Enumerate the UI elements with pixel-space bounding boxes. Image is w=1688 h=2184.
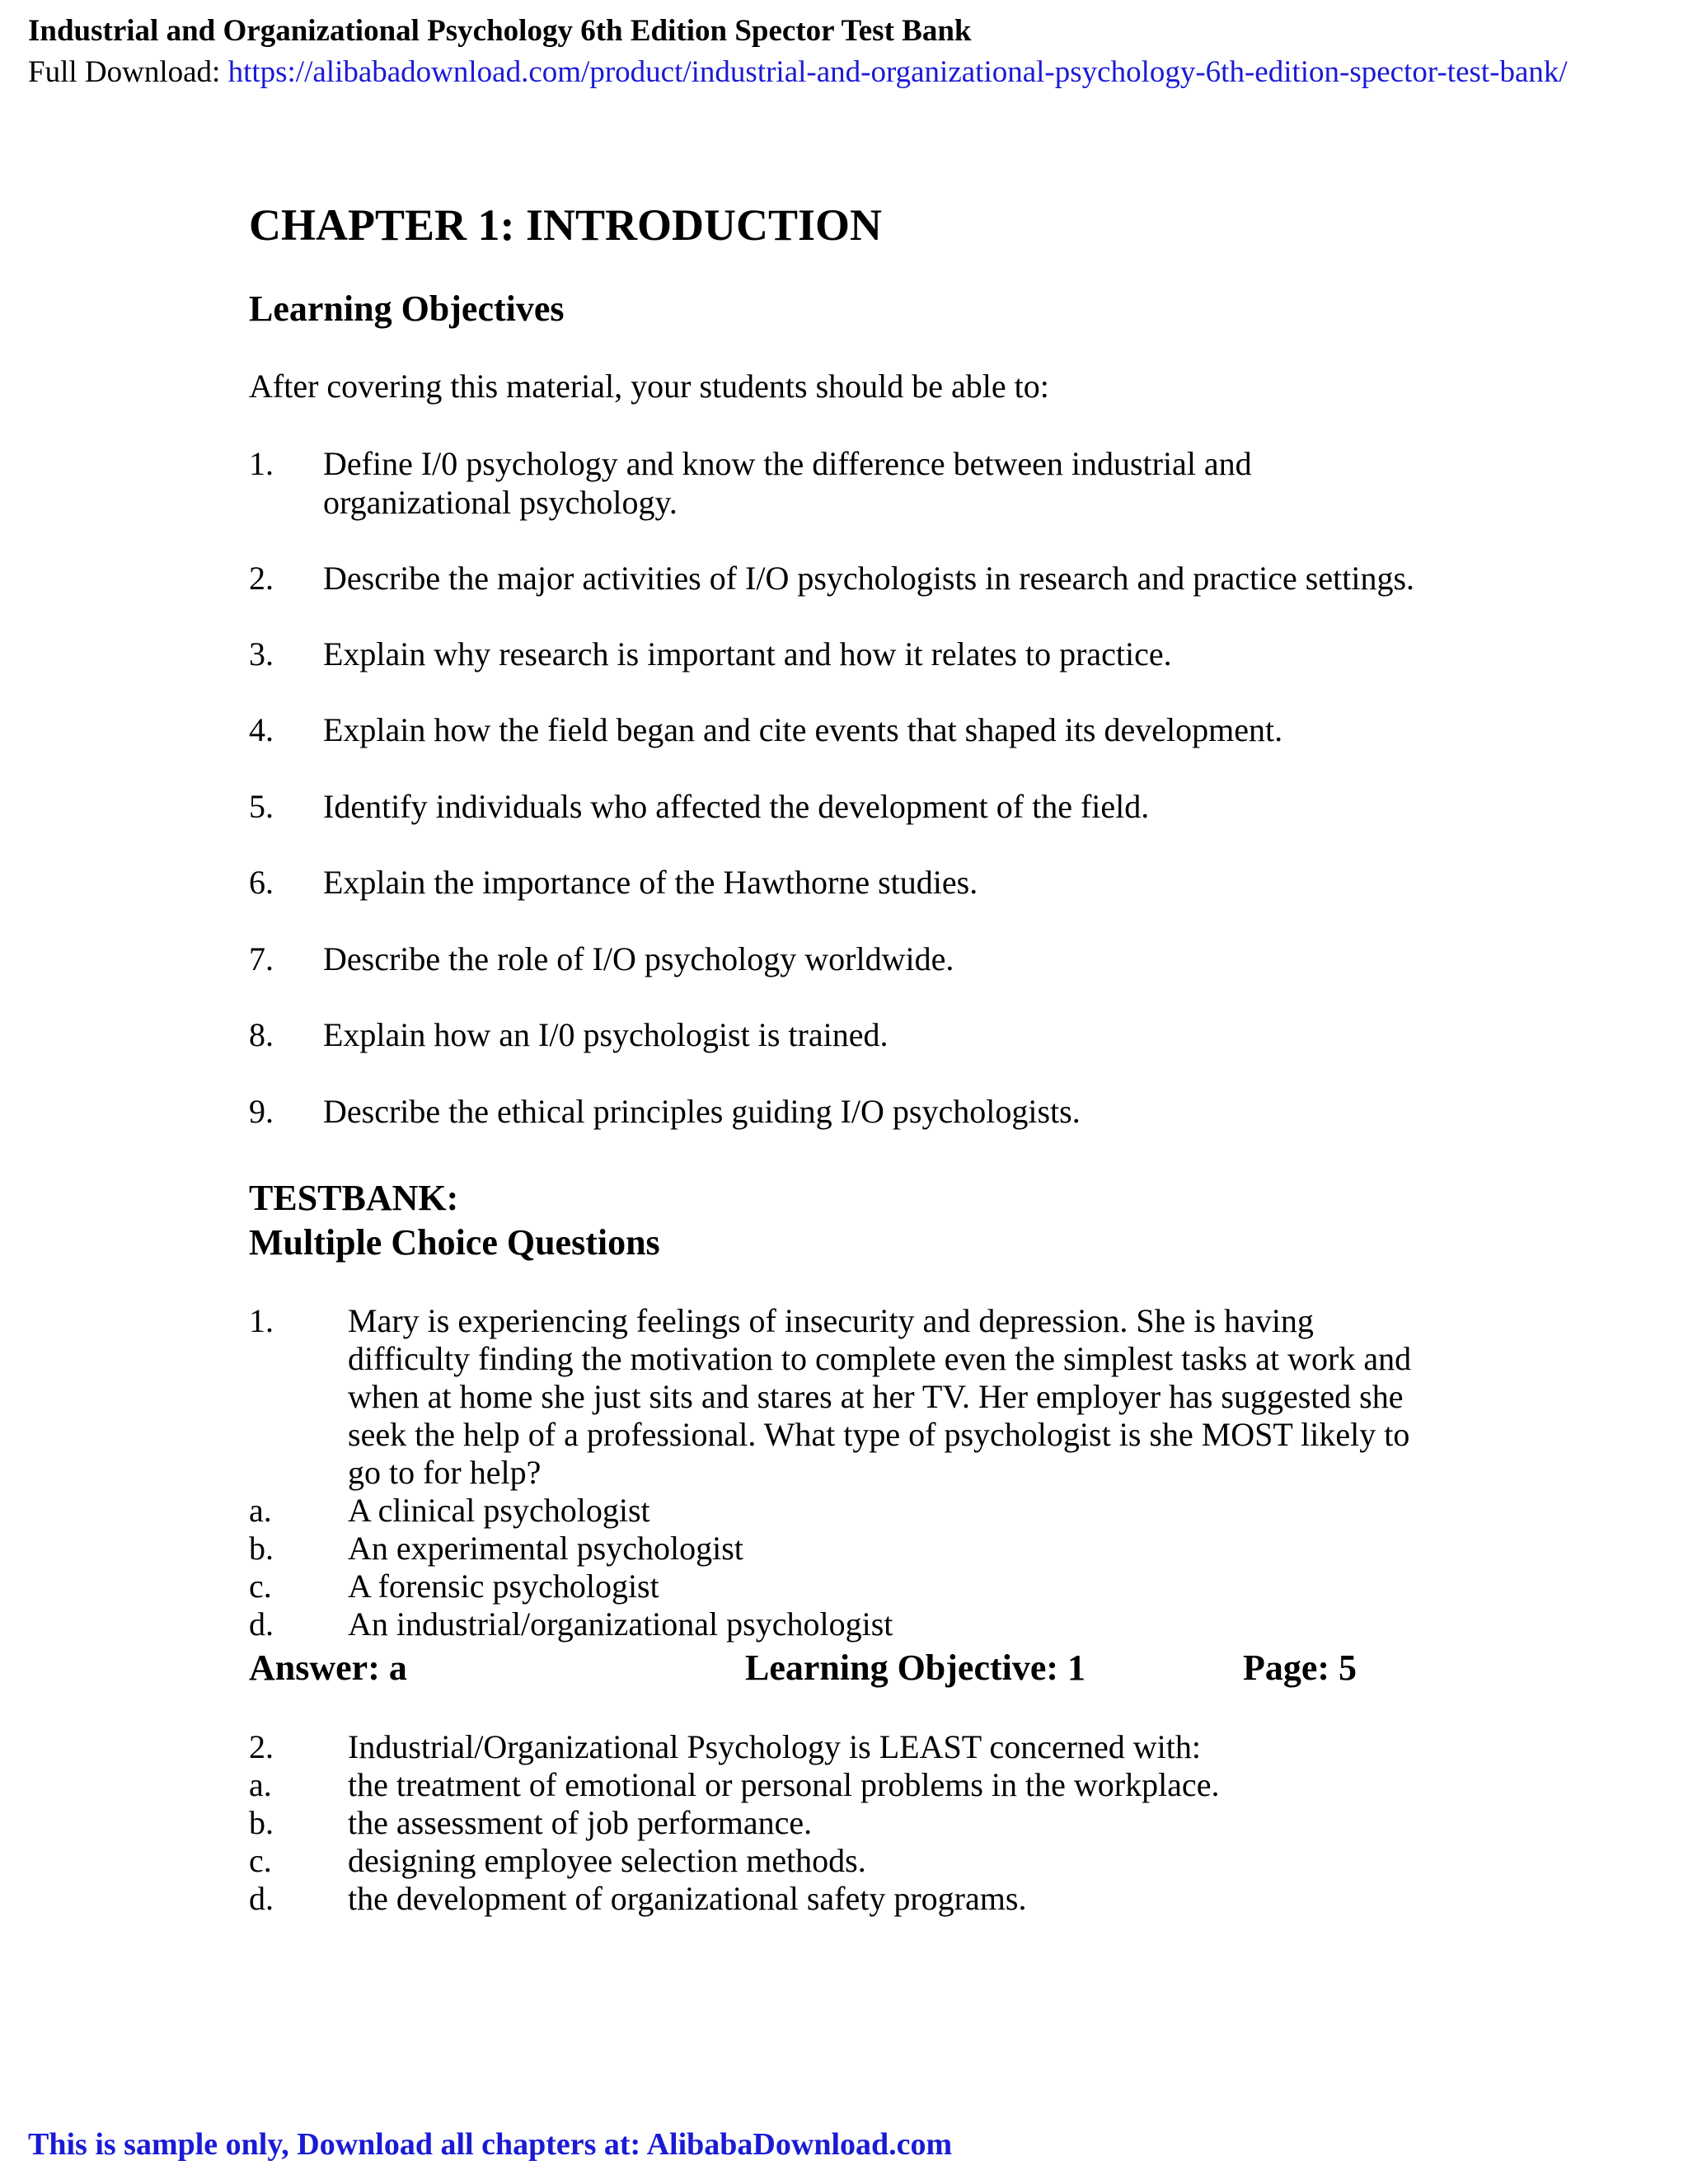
question-number: 1.	[249, 1302, 274, 1339]
objective-number: 5.	[249, 788, 274, 825]
objective-text: Explain why research is important and how it relates to practice.	[323, 635, 1172, 673]
objective-text: Explain the importance of the Hawthorne studies.	[323, 864, 978, 901]
option-text: A clinical psychologist	[348, 1492, 650, 1529]
testbank-heading: TESTBANK:	[249, 1178, 459, 1218]
learning-objective-label: Learning Objective: 1	[745, 1647, 1086, 1688]
objective-text: Define I/0 psychology and know the difference between industrial and	[323, 445, 1252, 482]
question-stem: when at home she just sits and stares at her TV. Her employer has suggested she	[348, 1378, 1404, 1415]
question-stem: Industrial/Organizational Psychology is LEAST concerned with:	[348, 1728, 1201, 1765]
objective-text: organizational psychology.	[323, 484, 678, 521]
option-text: A forensic psychologist	[348, 1568, 659, 1605]
objective-number: 8.	[249, 1016, 274, 1053]
answer-label: Answer: a	[249, 1647, 407, 1688]
option-text: the treatment of emotional or personal problems in the workplace.	[348, 1766, 1220, 1803]
document-title: Industrial and Organizational Psychology 6th Edition Spector Test Bank	[28, 14, 972, 48]
objective-number: 7.	[249, 940, 274, 977]
option-text: designing employee selection methods.	[348, 1842, 866, 1879]
chapter-title: CHAPTER 1: INTRODUCTION	[249, 200, 883, 250]
learning-objectives-heading: Learning Objectives	[249, 288, 565, 329]
question-number: 2.	[249, 1728, 274, 1765]
question-stem: seek the help of a professional. What type of psychologist is she MOST likely to	[348, 1416, 1410, 1453]
objective-number: 2.	[249, 560, 274, 597]
sample-footer-note[interactable]: This is sample only, Download all chapters at: AlibabaDownload.com	[28, 2127, 953, 2162]
objective-text: Describe the ethical principles guiding I/O psychologists.	[323, 1093, 1081, 1130]
option-letter: a.	[249, 1766, 272, 1803]
objectives-intro: After covering this material, your students should be able to:	[249, 368, 1049, 405]
option-text: An industrial/organizational psychologist	[348, 1605, 893, 1643]
option-letter: d.	[249, 1880, 274, 1917]
option-letter: c.	[249, 1842, 272, 1879]
question-stem: difficulty finding the motivation to complete even the simplest tasks at work and	[348, 1340, 1412, 1377]
full-download-line	[28, 53, 1568, 92]
multiple-choice-heading: Multiple Choice Questions	[249, 1222, 660, 1263]
option-letter: b.	[249, 1804, 274, 1841]
objective-text: Describe the major activities of I/O psychologists in research and practice settings.	[323, 560, 1415, 597]
objective-text: Explain how the field began and cite events that shaped its development.	[323, 711, 1283, 748]
option-letter: a.	[249, 1492, 272, 1529]
option-text: the assessment of job performance.	[348, 1804, 813, 1841]
download-label: Full Download:	[28, 55, 228, 89]
page-reference-label: Page: 5	[1243, 1647, 1357, 1688]
objective-number: 4.	[249, 711, 274, 748]
objective-text: Describe the role of I/O psychology worldwide.	[323, 940, 954, 977]
objective-text: Explain how an I/0 psychologist is trained.	[323, 1016, 889, 1053]
option-letter: b.	[249, 1530, 274, 1567]
option-text: the development of organizational safety programs.	[348, 1880, 1027, 1917]
objective-number: 3.	[249, 635, 274, 673]
objective-number: 1.	[249, 445, 274, 482]
objective-text: Identify individuals who affected the development of the field.	[323, 788, 1150, 825]
option-letter: d.	[249, 1605, 274, 1643]
question-stem: Mary is experiencing feelings of insecurity and depression. She is having	[348, 1302, 1314, 1339]
download-link[interactable]: https://alibabadownload.com/product/industrial-and-organizational-psychology-6th-edition-spector-test-bank/	[227, 55, 1568, 89]
objective-number: 9.	[249, 1093, 274, 1130]
objective-number: 6.	[249, 864, 274, 901]
option-letter: c.	[249, 1568, 272, 1605]
question-stem: go to for help?	[348, 1454, 542, 1491]
option-text: An experimental psychologist	[348, 1530, 743, 1567]
